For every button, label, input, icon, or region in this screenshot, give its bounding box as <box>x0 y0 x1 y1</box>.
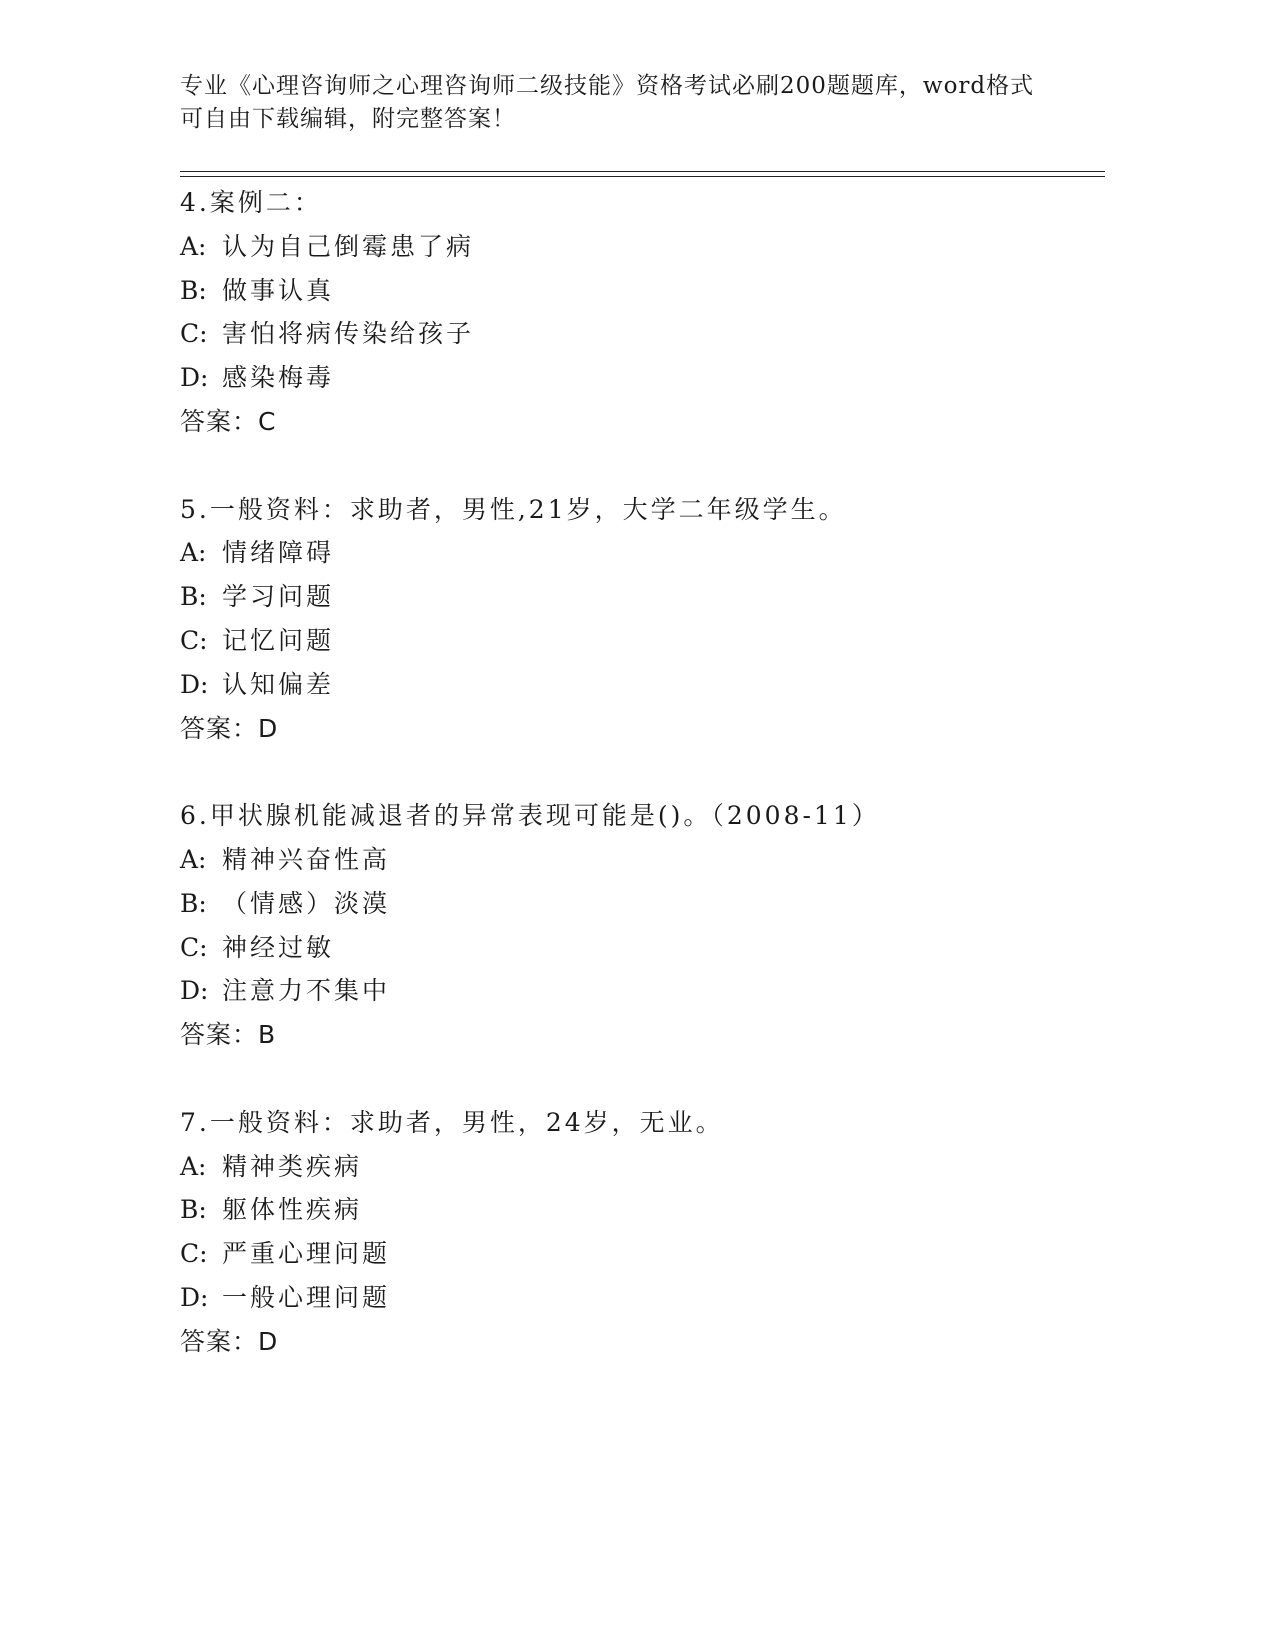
option-letter: C: <box>180 1239 208 1269</box>
question-6 <box>180 794 1100 1101</box>
question-stem: 4.案例二： <box>180 188 322 217</box>
option-text: 严重心理问题 <box>222 1239 391 1269</box>
option-letter: B: <box>180 1195 207 1225</box>
option-letter: A: <box>180 1151 207 1181</box>
question-4 <box>180 181 1100 488</box>
question-stem: 5.一般资料：求助者，男性,21岁，大学二年级学生。 <box>180 494 847 524</box>
option-b <box>180 575 1100 619</box>
option-letter: D: <box>180 1282 209 1312</box>
option-letter: A: <box>180 844 207 874</box>
header-line-2: 可自由下载编辑，附完整答案！ <box>180 106 516 132</box>
option-letter: D: <box>180 669 209 699</box>
option-b <box>180 882 1100 926</box>
option-text: 感染梅毒 <box>222 363 335 393</box>
option-letter: C: <box>180 932 208 962</box>
option-letter: B: <box>180 275 207 305</box>
answer-line: 答案：B <box>180 1020 277 1050</box>
option-text: 害怕将病传染给孩子 <box>222 319 475 349</box>
option-a <box>180 225 1100 269</box>
option-d <box>180 356 1100 400</box>
option-letter: B: <box>180 888 207 918</box>
option-text: 做事认真 <box>222 275 335 305</box>
option-letter: D: <box>180 363 209 393</box>
option-text: 注意力不集中 <box>222 976 391 1006</box>
option-text: 认为自己倒霉患了病 <box>222 231 475 261</box>
answer-line: 答案：C <box>180 406 277 436</box>
option-text: 一般心理问题 <box>222 1282 391 1312</box>
answer-line: 答案：D <box>180 713 279 743</box>
option-text: （情感）淡漠 <box>222 888 391 918</box>
spacer <box>180 444 1100 488</box>
option-letter: C: <box>180 625 208 655</box>
option-d <box>180 663 1100 707</box>
option-text: 精神兴奋性高 <box>222 844 391 874</box>
header-divider-bottom <box>180 176 1105 177</box>
option-letter: C: <box>180 319 208 349</box>
option-c <box>180 926 1100 970</box>
option-b <box>180 269 1100 313</box>
header-line-1: 专业《心理咨询师之心理咨询师二级技能》资格考试必刷200题题库，word格式 <box>180 73 1035 99</box>
question-stem: 7.一般资料：求助者，男性，24岁，无业。 <box>180 1107 724 1137</box>
answer-line: 答案：D <box>180 1326 279 1356</box>
option-letter: D: <box>180 976 209 1006</box>
option-text: 精神类疾病 <box>222 1151 363 1181</box>
question-stem: 6.甲状腺机能减退者的异常表现可能是()。（2008-11） <box>180 801 880 831</box>
option-d <box>180 969 1100 1013</box>
option-c <box>180 312 1100 356</box>
header-divider-top <box>180 171 1105 172</box>
option-c <box>180 1232 1100 1276</box>
question-5 <box>180 488 1100 795</box>
question-7 <box>180 1101 1100 1364</box>
option-d <box>180 1276 1100 1320</box>
option-text: 躯体性疾病 <box>222 1195 363 1225</box>
option-text: 情绪障碍 <box>222 538 335 568</box>
spacer <box>180 750 1100 794</box>
document-header <box>180 70 1060 136</box>
option-c <box>180 619 1100 663</box>
option-a <box>180 838 1100 882</box>
option-letter: A: <box>180 231 207 261</box>
question-list <box>180 181 1100 1364</box>
option-letter: A: <box>180 538 207 568</box>
option-a <box>180 1145 1100 1189</box>
option-b <box>180 1188 1100 1232</box>
option-letter: B: <box>180 582 207 612</box>
option-text: 神经过敏 <box>222 932 335 962</box>
option-text: 记忆问题 <box>222 625 335 655</box>
spacer <box>180 1057 1100 1101</box>
option-text: 学习问题 <box>222 582 335 612</box>
option-text: 认知偏差 <box>222 669 335 699</box>
option-a <box>180 531 1100 575</box>
